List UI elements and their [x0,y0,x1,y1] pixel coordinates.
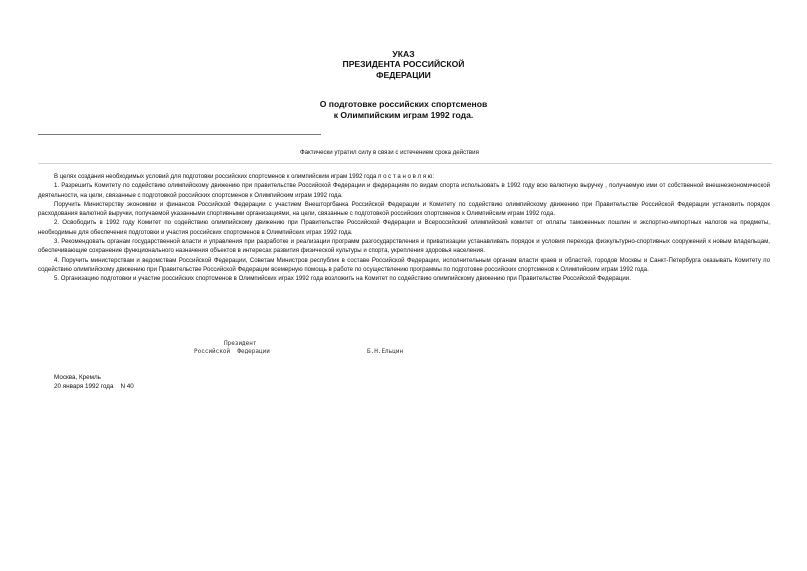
title-line: УКАЗ [392,49,415,59]
clause-paragraph-3: 3. Рекомендовать органам государственной власти и управления при разработке и реализации программ разгосударствления и приватизации устанавливать порядок и условия перехода физкультурно-спортивных сооружений к новым владельцам, обеспечивающие сохранение функционального назначения объектов в интересах развития физической культуры и спорта, укрепления здоровья населения. [38,238,770,255]
signing-date-number: 20 января 1992 года N 40 [54,383,134,390]
preamble-paragraph: В целях создания необходимых условий для подготовки российских спортсменов к олимпийским играм 1992 года п о с т а н о в л я ю: [54,173,435,180]
subtitle-line: к Олимпийским играм 1992 года. [333,109,474,120]
clause-paragraph-1: 1. Разрешить Комитету по содействию олимпийскому движению при правительстве Российской Федерации и федерациям по видам спорта использовать в 1992 году всю валютную выручку , получаемую ими от собственной внешнеэкономической деятельности, на цели, связанные с подготовкой российских спортсменов к Олимпийским играм 1992 года. [38,182,770,199]
title-line: ФЕДЕРАЦИИ [376,69,431,80]
document-body [38,172,770,284]
signature-position-line2: Российской Федерации [194,348,270,355]
document-subtitle [0,99,807,120]
signing-place: Москва, Кремль [54,374,101,381]
signature-name: Б.Н.Ельцин [367,348,404,355]
clause-paragraph-2: 2. Освободить в 1992 году Комитет по содействию олимпийскому движению при Правительстве Российской Федерации и Всероссийский олимпийский комитет от оплаты таможенных пошлин и экспортно-импортных налогов на предметы, необходимые для обеспечения подготовки и участия российских спортсменов в Олимпийских играх 1992 года. [38,219,770,236]
divider-short [38,134,321,135]
clause-paragraph-1-instruction: Поручить Министерству экономики и финансов Российской Федерации с участием Внешторгбанка Российской Федерации и Комитету по содействию олимпийскому движению при Правительстве Российской Федерации установить порядок расходования валютной выручки, получаемой указанными спортивными организациями, на цели, связанные с подготовкой российских спортсменов к Олимпийским играм 1992 года. [38,200,770,218]
signature-position-line1: Президент [224,340,257,347]
status-note: Фактически утратил силу в связи с истечением срока действия [300,149,479,156]
clause-paragraph-4: 4. Поручить министерствам и ведомствам Российской Федерации, Советам Министров республик в составе Российской Федерации, исполнительным органам власти краев и областей, городов Москвы и Санкт-Петербурга оказывать Комитету по содействию олимпийскому движению при Правительстве Российской Федерации всемерную помощь в работе по осуществлению программы по подготовке российских спортсменов к Олимпийским играм 1992 года. [38,256,770,273]
clause-paragraph-5: 5. Организацию подготовки и участие российских спортсменов в Олимпийских играх 1992 года возложить на Комитет по содействию олимпийскому движению при Правительстве Российской Федерации. [54,275,631,283]
subtitle-line: О подготовке российских спортсменов [319,99,488,109]
title-line: ПРЕЗИДЕНТА РОССИЙСКОЙ [342,59,465,70]
divider-long [38,163,772,164]
document-title [0,49,807,80]
